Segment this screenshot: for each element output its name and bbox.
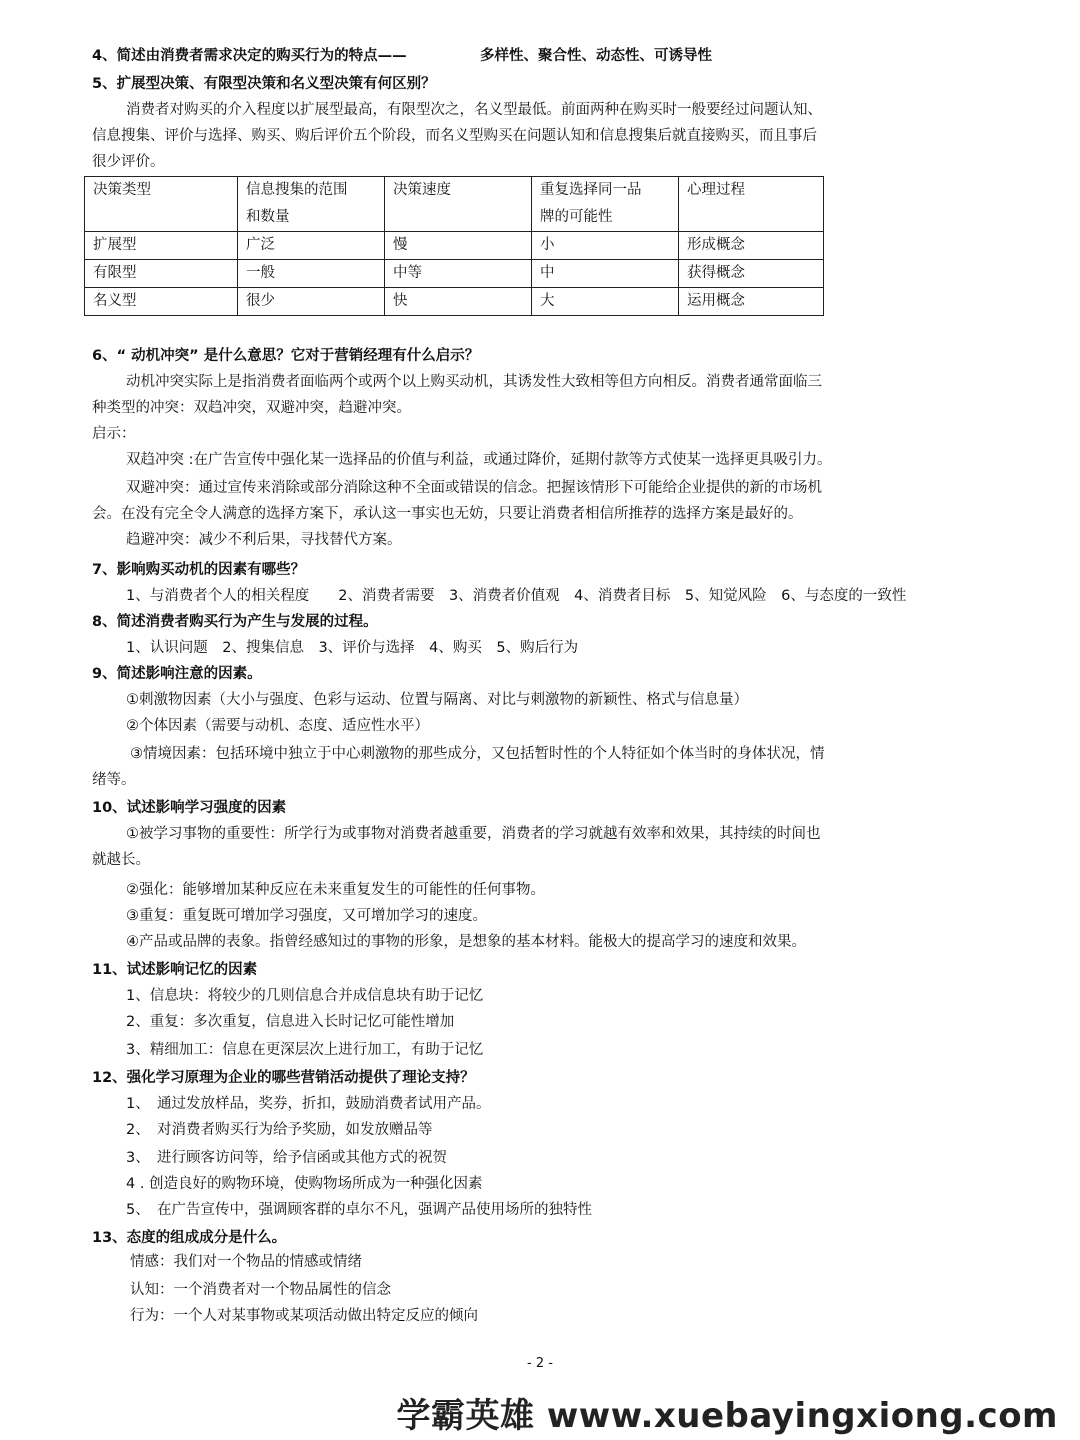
q6-title: 6、“ 动机冲突” 是什么意思？它对于营销经理有什么启示？ <box>92 348 480 364</box>
q10-title: 10、试述影响学习强度的因素 <box>92 800 287 816</box>
table-row <box>85 232 824 260</box>
q6-paragraph-2: 种类型的冲突：双趋冲突，双避冲突，趋避冲突。 <box>92 400 411 416</box>
decision-type-table <box>84 176 824 316</box>
q10-answer-4: ④产品或品牌的表象。指曾经感知过的事物的形象，是想象的基本材料。能极大的提高学习的速度和效果。 <box>126 934 806 950</box>
table-cell: 形成概念 <box>679 232 824 260</box>
q11-answer-1: 1、信息块：将较少的几则信息合并成信息块有助于记忆 <box>126 988 484 1004</box>
q13-title: 13、态度的组成成分是什么。 <box>92 1230 287 1246</box>
q5-paragraph-1: 消费者对购买的介入程度以扩展型最高，有限型次之，名义型最低。前面两种在购买时一般要经过问题认知、 <box>126 102 822 118</box>
q12-answer-2: 2、 对消费者购买行为给予奖励，如发放赠品等 <box>126 1122 433 1138</box>
table-cell: 获得概念 <box>679 260 824 288</box>
table-row <box>85 288 824 316</box>
q12-title: 12、强化学习原理为企业的哪些营销活动提供了理论支持？ <box>92 1070 475 1086</box>
q12-answer-3: 3、 进行顾客访问等，给予信函或其他方式的祝贺 <box>126 1150 447 1166</box>
q9-answer-2: ②个体因素（需要与动机、态度、适应性水平） <box>126 718 429 734</box>
table-cell: 快 <box>385 288 532 316</box>
table-cell: 很少 <box>238 288 385 316</box>
q12-answer-4: 4 . 创造良好的购物环境，使购物场所成为一种强化因素 <box>126 1176 483 1192</box>
q5-paragraph-3: 很少评价。 <box>92 154 165 170</box>
table-cell: 一般 <box>238 260 385 288</box>
table-cell: 运用概念 <box>679 288 824 316</box>
q10-answer-3: ③重复：重复既可增加学习强度，又可增加学习的速度。 <box>126 908 487 924</box>
q8-title: 8、简述消费者购买行为产生与发展的过程。 <box>92 614 378 630</box>
q11-answer-2: 2、重复：多次重复，信息进入长时记忆可能性增加 <box>126 1014 455 1030</box>
table-header-cell: 信息搜集的范围 和数量 <box>238 177 385 232</box>
q9-title: 9、简述影响注意的因素。 <box>92 666 262 682</box>
q6-strategy-2b: 会。在没有完全令人满意的选择方案下，承认这一事实也无妨，只要让消费者相信所推荐的选择方案是最好的。 <box>92 506 803 522</box>
q10-answer-1b: 就越长。 <box>92 852 150 868</box>
table-cell: 小 <box>532 232 679 260</box>
table-header-cell: 重复选择同一品 牌的可能性 <box>532 177 679 232</box>
q12-answer-1: 1、 通过发放样品，奖券，折扣，鼓励消费者试用产品。 <box>126 1096 491 1112</box>
table-cell: 中 <box>532 260 679 288</box>
q11-title: 11、试述影响记忆的因素 <box>92 962 258 978</box>
q6-paragraph-1: 动机冲突实际上是指消费者面临两个或两个以上购买动机，其诱发性大致相等但方向相反。消费者通常面临三 <box>126 374 822 390</box>
table-cell: 扩展型 <box>85 232 238 260</box>
table-header-cell: 决策速度 <box>385 177 532 232</box>
table-row <box>85 260 824 288</box>
q13-answer-1: 情感：我们对一个物品的情感或情绪 <box>130 1254 362 1270</box>
table-header-cell: 心理过程 <box>679 177 824 232</box>
q4-answer: 多样性、聚合性、动态性、可诱导性 <box>480 48 712 64</box>
q6-strategy-3: 趋避冲突：减少不利后果，寻找替代方案。 <box>126 532 402 548</box>
page-number: - 2 - <box>527 1356 553 1371</box>
table-header-cell: 决策类型 <box>85 177 238 232</box>
table-header-row <box>85 177 824 232</box>
q11-answer-3: 3、精细加工：信息在更深层次上进行加工，有助于记忆 <box>126 1042 484 1058</box>
site-watermark: 学霸英雄 www.xuebayingxiong.com <box>396 1396 1058 1436</box>
q9-answer-3b: 绪等。 <box>92 772 136 788</box>
q7-title: 7、影响购买动机的因素有哪些？ <box>92 562 306 578</box>
q7-answer: 1、与消费者个人的相关程度 2、消费者需要 3、消费者价值观 4、消费者目标 5、知觉风险 6、与态度的一致性 <box>126 588 907 604</box>
q6-strategy-1: 双趋冲突 :在广告宣传中强化某一选择品的价值与利益，或通过降价，延期付款等方式使某一选择更具吸引力。 <box>126 452 832 468</box>
table-cell: 名义型 <box>85 288 238 316</box>
table-cell: 大 <box>532 288 679 316</box>
q6-strategy-2a: 双避冲突：通过宣传来消除或部分消除这种不全面或错误的信念。把握该情形下可能给企业提供的新的市场机 <box>126 480 822 496</box>
q5-title: 5、扩展型决策、有限型决策和名义型决策有何区别？ <box>92 76 436 92</box>
table-cell: 有限型 <box>85 260 238 288</box>
table-cell: 慢 <box>385 232 532 260</box>
q9-answer-3a: ③情境因素：包括环境中独立于中心刺激物的那些成分，又包括暂时性的个人特征如个体当时的身体状况，情 <box>130 746 825 762</box>
q10-answer-1a: ①被学习事物的重要性：所学行为或事物对消费者越重要，消费者的学习就越有效率和效果，其持续的时间也 <box>126 826 821 842</box>
q9-answer-1: ①刺激物因素（大小与强度、色彩与运动、位置与隔离、对比与刺激物的新颖性、格式与信息量） <box>126 692 748 708</box>
q12-answer-5: 5、 在广告宣传中，强调顾客群的卓尔不凡，强调产品使用场所的独特性 <box>126 1202 592 1218</box>
table-cell: 广泛 <box>238 232 385 260</box>
q13-answer-3: 行为：一个人对某事物或某项活动做出特定反应的倾向 <box>130 1308 478 1324</box>
q10-answer-2: ②强化：能够增加某种反应在未来重复发生的可能性的任何事物。 <box>126 882 545 898</box>
q8-answer: 1、认识问题 2、搜集信息 3、评价与选择 4、购买 5、购后行为 <box>126 640 579 656</box>
q4-title: 4、简述由消费者需求决定的购买行为的特点—— <box>92 48 407 64</box>
table-cell: 中等 <box>385 260 532 288</box>
q5-paragraph-2: 信息搜集、评价与选择、购买、购后评价五个阶段，而名义型购买在问题认知和信息搜集后就直接购买，而且事后 <box>92 128 817 144</box>
q6-label: 启示： <box>92 426 136 442</box>
q13-answer-2: 认知：一个消费者对一个物品属性的信念 <box>130 1282 391 1298</box>
